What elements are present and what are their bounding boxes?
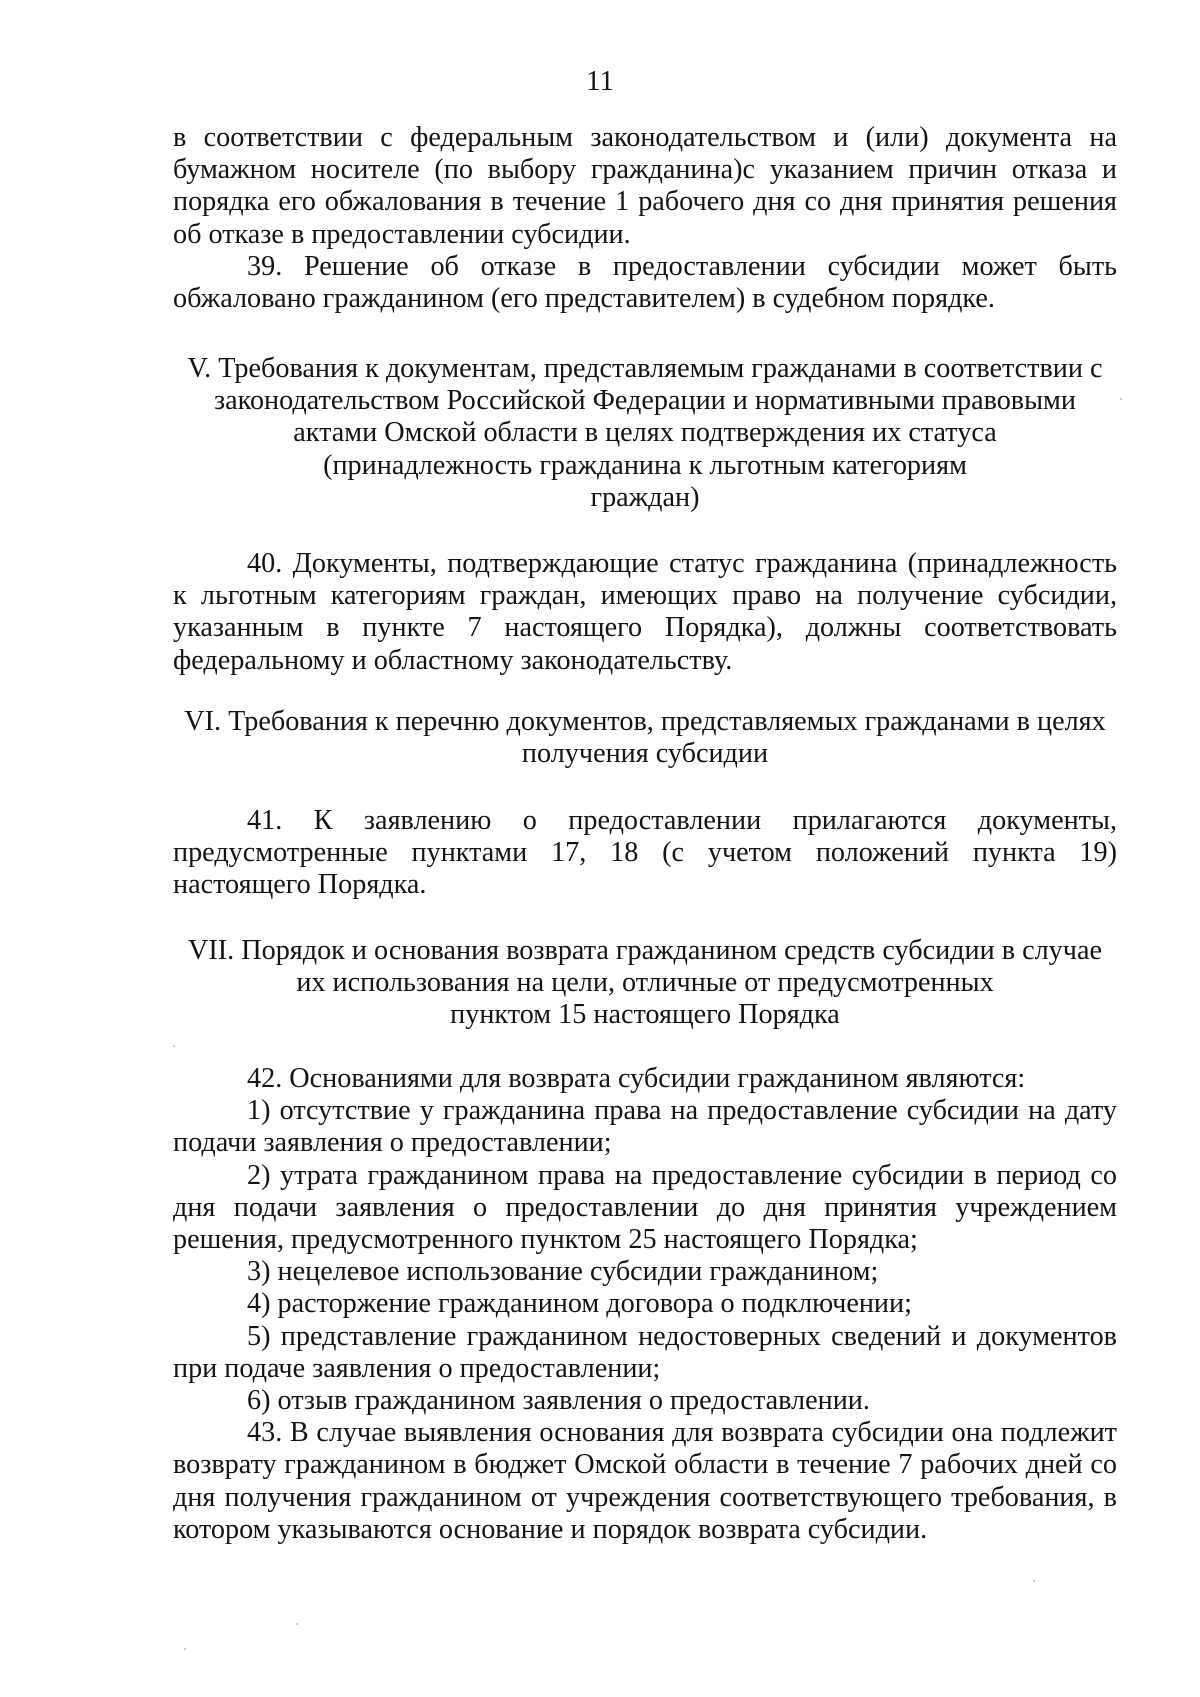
section-vi-heading bbox=[173, 706, 1117, 770]
heading-line: получения субсидии bbox=[521, 738, 769, 770]
paragraph-39: 39. Решение об отказе в предоставлении субсидии может быть обжаловано гражданином (его представителем) в судебном порядке. bbox=[173, 250, 1117, 315]
heading-line: законодательством Российской Федерации и нормативными правовыми bbox=[214, 385, 1076, 417]
section-vii-heading bbox=[173, 935, 1117, 1032]
heading-line: VI. Требования к перечню документов, представляемых гражданами в целях bbox=[184, 706, 1106, 737]
intro-paragraph: в соответствии с федеральным законодательством и (или) документа на бумажном носителе (по выбору гражданина)с указанием причин отказа и порядка его обжалования в течение 1 рабочего дня со дня принятия решения об отказе в предоставлении субсидии. bbox=[173, 122, 1117, 250]
list-item: 2) утрата гражданином права на предоставление субсидии в период со дня подачи заявления о предоставлении до дня принятия учреждением решения, предусмотренного пунктом 25 настоящего Порядка; bbox=[173, 1159, 1117, 1256]
scan-speck bbox=[1033, 1580, 1035, 1582]
list-item: 3) нецелевое использование субсидии гражданином; bbox=[247, 1256, 879, 1288]
page-number: 11 bbox=[586, 65, 614, 97]
list-item: 4) расторжение гражданином договора о подключении; bbox=[247, 1288, 912, 1320]
paragraph-42: 42. Основаниями для возврата субсидии гражданином являются: bbox=[247, 1063, 1026, 1094]
scan-speck bbox=[296, 1623, 298, 1625]
paragraph-41: 41. К заявлению о предоставлении прилагаются документы, предусмотренные пунктами 17, 18 (с учетом положений пункта 19) настоящего Порядка. bbox=[173, 805, 1117, 901]
heading-line: V. Требования к документам, представляемым гражданами в соответствии с bbox=[187, 353, 1103, 384]
heading-line: (принадлежность гражданина к льготным категориям bbox=[323, 449, 967, 481]
paragraph-43: 43. В случае выявления основания для возврата субсидии она подлежит возврату гражданином в бюджет Омской области в течение 7 рабочих дней со дня получения гражданином от учреждения соответствующего требования, в котором указываются основание и порядок возврата субсидии. bbox=[173, 1417, 1117, 1545]
paragraph-41-block bbox=[173, 805, 1117, 902]
heading-line: их использования на цели, отличные от предусмотренных bbox=[296, 967, 994, 999]
paragraph-42-block bbox=[173, 1063, 1117, 1546]
list-item: 1) отсутствие у гражданина права на предоставление субсидии на дату подачи заявления о предоставлении; bbox=[173, 1095, 1117, 1159]
heading-line: актами Омской области в целях подтверждения их статуса bbox=[293, 417, 997, 449]
intro-block bbox=[173, 122, 1117, 315]
scan-speck bbox=[1120, 398, 1122, 400]
scan-speck bbox=[173, 1045, 175, 1047]
paragraph-40: 40. Документы, подтверждающие статус гражданина (принадлежность к льготным категориям граждан, имеющих право на получение субсидии, указанным в пункте 7 настоящего Порядка), должны соответствовать федеральному и областному законодательству. bbox=[173, 548, 1117, 676]
scan-speck bbox=[184, 1648, 186, 1650]
list-item: 5) представление гражданином недостоверных сведений и документов при подаче заявления о предоставлении; bbox=[173, 1320, 1117, 1384]
list-item: 6) отзыв гражданином заявления о предоставлении. bbox=[247, 1385, 870, 1417]
section-v-heading bbox=[173, 353, 1117, 514]
paragraph-40-block bbox=[173, 548, 1117, 677]
heading-line: VII. Порядок и основания возврата гражданином средств субсидии в случае bbox=[188, 935, 1102, 966]
heading-line: граждан) bbox=[590, 481, 700, 513]
heading-line: пунктом 15 настоящего Порядка bbox=[450, 999, 840, 1031]
